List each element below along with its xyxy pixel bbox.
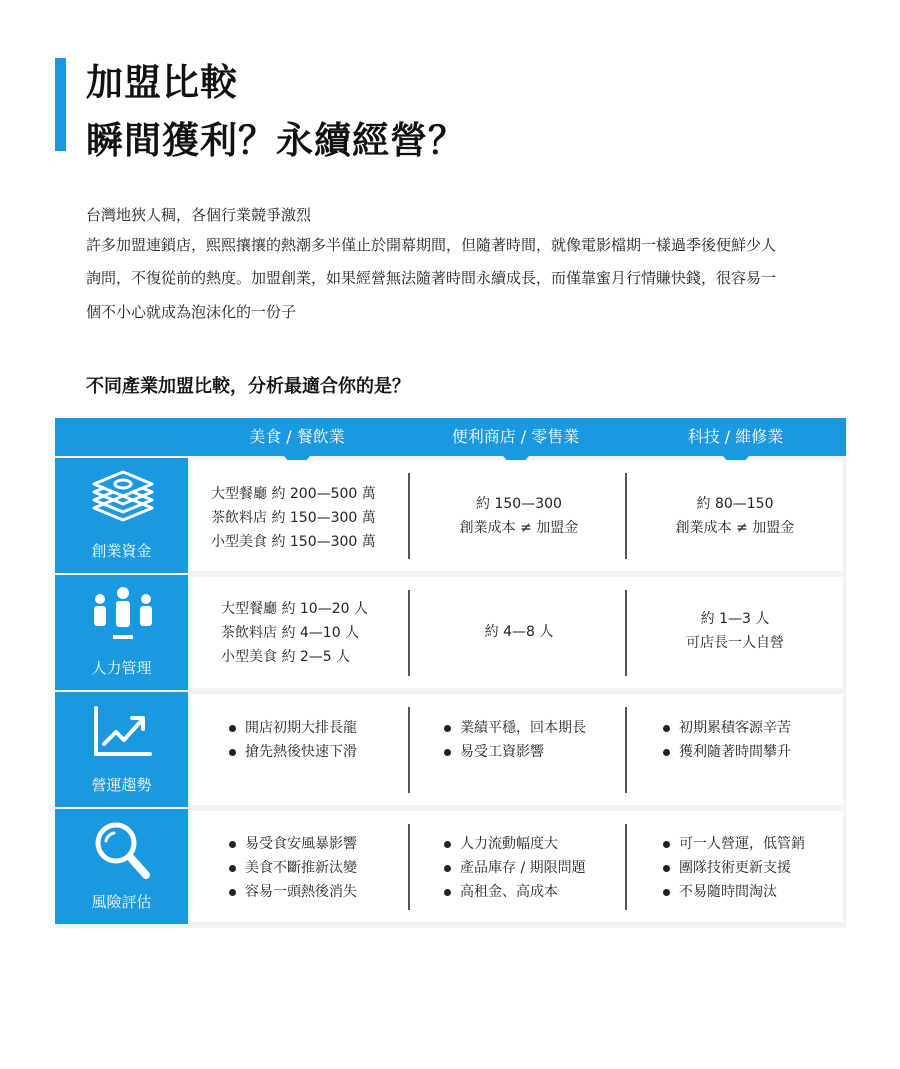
table-row-trend — [55, 692, 846, 807]
comparison-table — [55, 418, 846, 928]
row-cells — [191, 460, 843, 571]
table-row-manpower — [55, 575, 846, 690]
column-header-food — [188, 418, 406, 456]
column-header-label: 科技 / 維修業 — [687, 427, 784, 446]
bullet-item: 易受工資影響 — [442, 740, 586, 764]
cell-food-manpower — [191, 577, 409, 688]
intro-line-1: 台灣地狹人稠，各個行業競爭激烈 — [86, 206, 312, 224]
row-cells — [191, 811, 843, 922]
bullet-item: 開店初期大排長龍 — [227, 716, 357, 740]
cell-line: 可店長一人自營 — [686, 635, 784, 651]
cell-line: 創業成本 ≠ 加盟金 — [459, 520, 579, 536]
bullet-item: 高租金、高成本 — [442, 880, 586, 904]
bullet-item: 搶先熱後快速下滑 — [227, 740, 357, 764]
bullet-item: 業績平穩，回本期長 — [442, 716, 586, 740]
bullet-item: 美食不斷推新汰變 — [227, 856, 357, 880]
cell-line: 創業成本 ≠ 加盟金 — [675, 520, 795, 536]
row-label-capital — [55, 458, 188, 573]
bullet-item: 可一人營運，低管銷 — [661, 832, 805, 856]
bullet-item: 初期累積客源辛苦 — [661, 716, 791, 740]
cell-tech-capital — [627, 460, 843, 571]
cell-line: 小型美食 約 2—5 人 — [221, 649, 351, 665]
cell-line: 茶飲料店 約 4—10 人 — [221, 625, 360, 641]
intro-line-3: 詢問，不復從前的熱度。加盟創業，如果經營無法隨著時間永續成長，而僅靠蜜月行情賺快錢，很容易一 — [86, 269, 777, 287]
money-stack-icon — [88, 468, 158, 530]
cell-tech-trend — [627, 694, 843, 805]
title-accent-bar — [55, 58, 66, 151]
page-title-line-1: 加盟比較 — [86, 61, 238, 104]
row-label-text: 營運趨勢 — [91, 776, 152, 794]
row-cells — [191, 577, 843, 688]
cell-line: 大型餐廳 約 10—20 人 — [221, 601, 368, 617]
page-title-line-2: 瞬間獲利？永續經營？ — [86, 119, 466, 162]
cell-line: 小型美食 約 150—300 萬 — [211, 534, 376, 550]
cell-food-trend — [191, 694, 409, 805]
bullet-item: 不易隨時間淘汰 — [661, 880, 805, 904]
magnifier-icon — [88, 819, 158, 881]
section-subtitle: 不同產業加盟比較，分析最適合你的是？ — [86, 376, 410, 397]
row-label-text: 創業資金 — [91, 542, 152, 560]
table-row-capital — [55, 458, 846, 573]
cell-line: 約 1—3 人 — [700, 611, 770, 627]
bullet-item: 易受食安風暴影響 — [227, 832, 357, 856]
table-row-risk — [55, 809, 846, 924]
cell-line: 約 80—150 — [696, 496, 774, 512]
bullet-item: 團隊技術更新支援 — [661, 856, 805, 880]
row-label-trend — [55, 692, 188, 807]
bullet-item: 產品庫存 / 期限問題 — [442, 856, 586, 880]
column-header-label: 美食 / 餐飲業 — [249, 427, 345, 446]
cell-food-risk — [191, 811, 409, 922]
bullet-item: 獲利隨著時間攀升 — [661, 740, 791, 764]
bullet-item: 容易一頭熱後消失 — [227, 880, 357, 904]
cell-line: 大型餐廳 約 200—500 萬 — [211, 486, 376, 502]
people-icon — [88, 585, 158, 647]
cell-line: 茶飲料店 約 150—300 萬 — [211, 510, 376, 526]
row-label-manpower — [55, 575, 188, 690]
cell-line: 約 150—300 — [476, 496, 562, 512]
cell-line: 約 4—8 人 — [484, 624, 554, 640]
cell-retail-risk — [410, 811, 628, 922]
trend-chart-icon — [88, 702, 158, 764]
cell-food-capital — [191, 460, 409, 571]
cell-tech-manpower — [627, 577, 843, 688]
cell-retail-capital — [410, 460, 628, 571]
row-cells — [191, 694, 843, 805]
row-label-text: 風險評估 — [91, 893, 152, 911]
column-header-retail — [406, 418, 625, 456]
row-label-risk — [55, 809, 188, 924]
cell-retail-manpower — [410, 577, 628, 688]
table-header — [55, 418, 846, 456]
cell-retail-trend — [410, 694, 628, 805]
column-header-tech — [625, 418, 846, 456]
cell-tech-risk — [627, 811, 843, 922]
bullet-item: 人力流動幅度大 — [442, 832, 586, 856]
row-label-text: 人力管理 — [91, 659, 152, 677]
column-header-label: 便利商店 / 零售業 — [451, 427, 580, 446]
intro-line-2: 許多加盟連鎖店，熙熙攘攘的熱潮多半僅止於開幕期間，但隨著時間，就像電影檔期一樣過季後便鮮少人 — [86, 236, 777, 254]
intro-line-4: 個不小心就成為泡沫化的一份子 — [86, 303, 297, 321]
